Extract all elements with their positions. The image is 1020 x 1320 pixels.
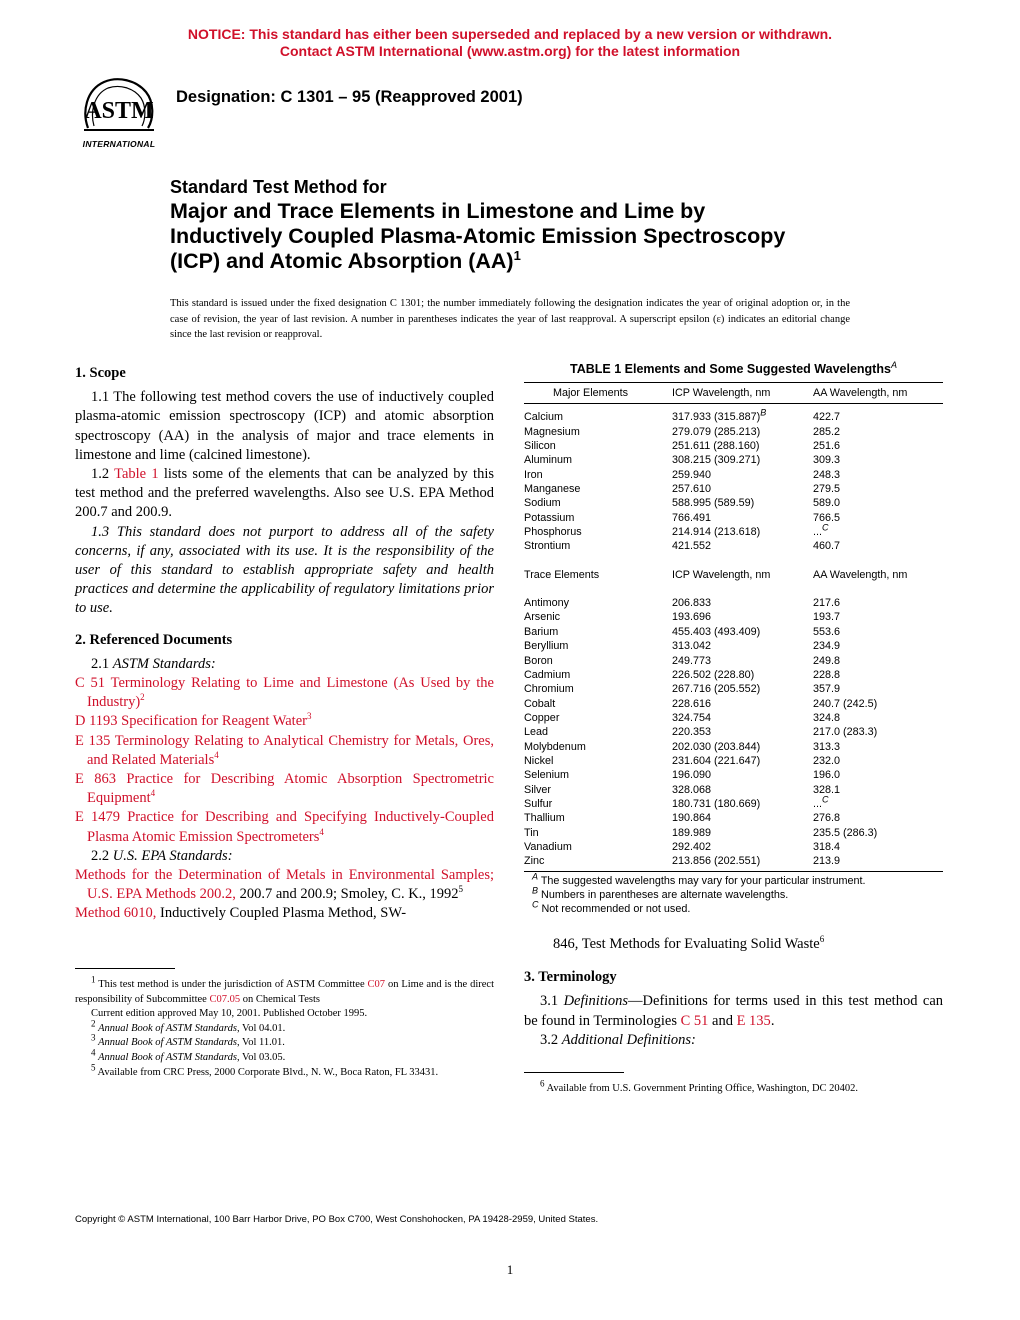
- element-name: Arsenic: [524, 611, 561, 624]
- trace-element-row: [524, 854, 943, 868]
- icp-wavelength: 189.989: [672, 826, 712, 839]
- element-name: Molybdenum: [524, 740, 586, 753]
- element-name: Strontium: [524, 540, 571, 553]
- major-header-row: [524, 386, 943, 400]
- scope-1-2: 1.2 Table 1 lists some of the elements that can be analyzed by this test method and the preferred wavelengths. Also see U.S. EPA Method 200.7 and 200.9.: [75, 466, 494, 521]
- title-line-3: Inductively Coupled Plasma-Atomic Emission Spectroscopy: [170, 224, 786, 248]
- astm-standards-label: 2.1 ASTM Standards:: [91, 655, 216, 672]
- aa-wavelength: 217.6: [813, 597, 841, 610]
- aa-wavelength: ...$^C$: [813, 522, 829, 539]
- title-line-4: (ICP) and Atomic Absorption (AA): [170, 249, 514, 273]
- table-note: $^A$ The suggested wavelengths may vary for your particular instrument.: [532, 871, 866, 887]
- standard-title: [170, 175, 785, 274]
- footnote-4: $^4$ Annual Book of ASTM Standards, Vol 03.05.: [91, 1047, 286, 1063]
- logo-letters: ASTM: [84, 98, 154, 124]
- ref-d1193[interactable]: D 1193 Specification for Reagent Water$^3$: [75, 711, 312, 730]
- element-name: Vanadium: [524, 840, 572, 853]
- title-footnote-ref[interactable]: 1: [513, 247, 521, 263]
- element-name: Calcium: [524, 411, 563, 424]
- element-name: Beryllium: [524, 640, 569, 653]
- table-note: $^B$ Numbers in parentheses are alternate wavelengths.: [532, 885, 789, 901]
- designation: Designation: C 1301 – 95 (Reapproved 2001): [176, 88, 523, 106]
- aa-wavelength: 248.3: [813, 468, 841, 481]
- icp-wavelength: 214.914 (213.618): [672, 526, 761, 539]
- epa-methods-link[interactable]: Methods for the Determination of Metals in Environmental Samples; U.S. EPA Methods 200.2,: [75, 867, 494, 903]
- terminology-3-1: 3.1 Definitions—Definitions for terms used in this test method can be found in Terminologies C 51 and E 135.: [524, 993, 944, 1029]
- wavelength-table: [524, 386, 943, 916]
- notice-line-2: Contact ASTM International (www.astm.org) for the latest information: [279, 43, 741, 59]
- aa-wavelength: 279.5: [813, 483, 841, 496]
- aa-wavelength: 276.8: [813, 812, 841, 825]
- major-col-header: Major Elements: [553, 387, 629, 399]
- trace-aa-col-header: AA Wavelength, nm: [813, 568, 908, 581]
- aa-wavelength: 232.0: [813, 754, 841, 767]
- major-elements-body: [524, 407, 943, 553]
- ref-e863[interactable]: E 863 Practice for Describing Atomic Absorption Spectrometric Equipment$^4$: [75, 771, 494, 807]
- major-element-row: [524, 525, 943, 539]
- element-name: Tin: [524, 826, 539, 839]
- trace-element-row: [524, 754, 943, 768]
- footnote-2: $^2$ Annual Book of ASTM Standards, Vol 04.01.: [91, 1018, 286, 1034]
- element-name: Magnesium: [524, 425, 580, 438]
- notice-line-1: NOTICE: This standard has either been superseded and replaced by a new version or withdrawn.: [187, 26, 833, 42]
- aa-wavelength: 460.7: [813, 540, 841, 553]
- trace-element-row: [524, 654, 943, 668]
- trace-element-row: [524, 811, 943, 825]
- table-note: $^C$ Not recommended or not used.: [532, 899, 691, 916]
- footnote-rule-right: [524, 1072, 624, 1073]
- icp-wavelength: 766.491: [672, 511, 712, 524]
- method-6010-continued: 846, Test Methods for Evaluating Solid Waste$^6$: [553, 934, 825, 952]
- trace-icp-col-header: ICP Wavelength, nm: [672, 568, 771, 581]
- terminology-heading: 3. Terminology: [524, 969, 617, 986]
- icp-wavelength: 202.030 (203.844): [672, 740, 761, 753]
- element-name: Manganese: [524, 483, 581, 496]
- icp-wavelength: 259.940: [672, 468, 712, 481]
- aa-wavelength: 589.0: [813, 497, 841, 510]
- trace-element-row: [524, 711, 943, 725]
- table-top-rule: [524, 382, 943, 383]
- header-rule: [524, 403, 943, 404]
- aa-wavelength: ...$^C$: [813, 794, 829, 810]
- major-element-row: [524, 539, 943, 553]
- trace-element-row: [524, 840, 943, 854]
- intro-paragraph: This standard is issued under the fixed designation C 1301; the number immediately following the designation indicates the year of original adoption or, in the case of revision, the year of last revision. A number in parentheses indicates the year of last reapproval. A superscript epsilon (ε) indicates an editorial change since the last revision or reapproval.: [170, 298, 850, 340]
- terminology-3-2: 3.2 Additional Definitions:: [540, 1031, 696, 1048]
- title-line-2: Major and Trace Elements in Limestone and Lime by: [170, 199, 706, 223]
- trace-element-row: [524, 639, 943, 653]
- element-name: Phosphorus: [524, 526, 582, 539]
- aa-wavelength: 309.3: [813, 454, 841, 467]
- trace-element-row: [524, 826, 943, 840]
- element-name: Boron: [524, 654, 553, 667]
- withdrawn-notice: [0, 26, 1020, 60]
- aa-wavelength: 553.6: [813, 625, 841, 638]
- icp-wavelength: 279.079 (285.213): [672, 425, 761, 438]
- trace-element-row: [524, 625, 943, 639]
- icp-wavelength: 231.604 (221.647): [672, 754, 761, 767]
- icp-wavelength: 220.353: [672, 726, 712, 739]
- footnote-3: $^3$ Annual Book of ASTM Standards, Vol 11.01.: [91, 1032, 285, 1049]
- element-name: Cadmium: [524, 668, 571, 681]
- element-name: Zinc: [524, 855, 545, 868]
- left-column: [75, 364, 494, 924]
- trace-element-row: [524, 697, 943, 711]
- ref-e135[interactable]: E 135 Terminology Relating to Analytical Chemistry for Metals, Ores, and Related Materials$^4$: [75, 732, 494, 768]
- element-name: Nickel: [524, 754, 554, 767]
- aa-wavelength: 313.3: [813, 740, 841, 753]
- trace-element-row: [524, 740, 943, 754]
- major-element-row: [524, 439, 943, 453]
- scope-heading: 1. Scope: [75, 365, 126, 381]
- footnotes-left: [75, 974, 494, 1080]
- aa-wavelength: 766.5: [813, 511, 841, 524]
- icp-wavelength: 249.773: [672, 654, 712, 667]
- page-number: 1: [506, 1262, 514, 1277]
- icp-wavelength: 180.731 (180.669): [672, 797, 761, 810]
- aa-wavelength: 249.8: [813, 654, 841, 667]
- icp-wavelength: 308.215 (309.271): [672, 454, 761, 467]
- icp-wavelength: 292.402: [672, 840, 712, 853]
- element-name: Lead: [524, 726, 549, 739]
- trace-element-row: [524, 596, 943, 610]
- trace-element-row: [524, 797, 943, 811]
- icp-wavelength: 328.068: [672, 783, 712, 796]
- aa-wavelength: 240.7 (242.5): [813, 697, 878, 710]
- trace-element-row: [524, 768, 943, 782]
- icp-wavelength: 226.502 (228.80): [672, 668, 755, 681]
- aa-wavelength: 328.1: [813, 783, 841, 796]
- icp-wavelength: 196.090: [672, 769, 712, 782]
- ref-e1479[interactable]: E 1479 Practice for Describing and Specifying Inductively-Coupled Plasma Atomic Emission Spectrometers$^4$: [75, 809, 494, 845]
- ref-method-6010: Method 6010, Inductively Coupled Plasma Method, SW-: [75, 905, 407, 922]
- aa-wavelength: 324.8: [813, 711, 841, 724]
- element-name: Potassium: [524, 511, 575, 524]
- trace-elements-body: [524, 596, 943, 869]
- scope-1-3: 1.3 This standard does not purport to address all of the safety concerns, if any, associated with its use. It is the responsibility of the user of this standard to establish appropriate safety and health practices and determine the applicability of regulatory limitations prior to use.: [75, 523, 494, 617]
- icp-wavelength: 455.403 (493.409): [672, 625, 761, 638]
- icp-wavelength: 213.856 (202.551): [672, 855, 761, 868]
- aa-wavelength: 217.0 (283.3): [813, 726, 878, 739]
- element-name: Thallium: [524, 812, 565, 825]
- method-6010-link[interactable]: Method 6010,: [75, 905, 157, 922]
- c51-link[interactable]: C 51: [680, 1012, 709, 1029]
- icp-wavelength: 251.611 (288.160): [672, 440, 760, 453]
- major-element-row: [524, 468, 943, 482]
- table-bottom-rule: [524, 871, 943, 872]
- aa-wavelength: 318.4: [813, 840, 841, 853]
- trace-element-row: [524, 682, 943, 696]
- refdocs-heading: 2. Referenced Documents: [75, 631, 233, 648]
- aa-wavelength: 251.6: [813, 440, 841, 453]
- icp-wavelength: 324.754: [672, 711, 712, 724]
- right-column-text: [524, 935, 943, 1050]
- footnote-1: $^1$ This test method is under the jurisdiction of ASTM Committee C07 on Lime and is the direct responsibility of Subcommittee C07.05 on Chemical Tests: [75, 974, 494, 1005]
- ref-c51[interactable]: C 51 Terminology Relating to Lime and Limestone (As Used by the Industry)$^2$: [75, 675, 494, 711]
- logo-subtext: INTERNATIONAL: [82, 139, 156, 149]
- major-element-row: [524, 410, 943, 424]
- table-1-link[interactable]: Table 1: [114, 466, 159, 483]
- major-element-row: [524, 496, 943, 510]
- icp-wavelength: 588.995 (589.59): [672, 497, 755, 510]
- scope-1-1: 1.1 The following test method covers the use of inductively coupled plasma-atomic emission spectroscopy (ICP) and atomic absorption spectroscopy (AA) in the analysis of major and trace elements in limestone and lime (calcined limestone).: [75, 389, 494, 463]
- title-line-1: Standard Test Method for: [170, 177, 387, 197]
- aa-wavelength: 193.7: [813, 611, 841, 624]
- aa-wavelength: 213.9: [813, 855, 841, 868]
- element-name: Iron: [524, 468, 543, 481]
- e135-link[interactable]: E 135: [736, 1012, 771, 1029]
- footnote-1-edition: Current edition approved May 10, 2001. Published October 1995.: [91, 1008, 368, 1020]
- element-name: Cobalt: [524, 697, 556, 710]
- icp-wavelength: 317.933 $(315.887)^B$: [672, 407, 767, 424]
- aa-col-header: AA Wavelength, nm: [813, 387, 908, 399]
- aa-wavelength: 285.2: [813, 425, 841, 438]
- copyright-line: Copyright © ASTM International, 100 Barr Harbor Drive, PO Box C700, West Conshohocken, PA 19428-2959, United States.: [75, 1214, 599, 1225]
- aa-wavelength: 234.9: [813, 640, 841, 653]
- trace-col-header: Trace Elements: [524, 568, 600, 581]
- element-name: Barium: [524, 625, 559, 638]
- trace-header-row: [524, 568, 943, 582]
- aa-wavelength: 196.0: [813, 769, 841, 782]
- major-element-row: [524, 425, 943, 439]
- ref-epa-methods: Methods for the Determination of Metals in Environmental Samples; U.S. EPA Methods 200.2, 200.7 and 200.9; Smoley, C. K., 1992$^5$: [75, 867, 494, 903]
- astm-logo-mark: [78, 76, 160, 134]
- table-1-title: TABLE 1 Elements and Some Suggested Wavelengths$^A$: [570, 359, 897, 376]
- icp-wavelength: 193.696: [672, 611, 712, 624]
- footnote-6: $^6$ Available from U.S. Government Printing Office, Washington, DC 20402.: [540, 1078, 859, 1094]
- icp-wavelength: 206.833: [672, 597, 712, 610]
- epa-standards-label: 2.2 U.S. EPA Standards:: [91, 847, 233, 864]
- element-name: Copper: [524, 711, 560, 724]
- aa-wavelength: 357.9: [813, 683, 841, 696]
- icp-wavelength: 421.552: [672, 540, 712, 553]
- icp-wavelength: 190.864: [672, 812, 712, 825]
- table-notes: [524, 871, 943, 917]
- aa-wavelength: 235.5 (286.3): [813, 826, 878, 839]
- element-name: Aluminum: [524, 454, 573, 467]
- trace-element-row: [524, 725, 943, 739]
- element-name: Selenium: [524, 769, 570, 782]
- aa-wavelength: 228.8: [813, 668, 841, 681]
- trace-element-row: [524, 783, 943, 797]
- astm-logo: [78, 76, 160, 148]
- icp-wavelength: 257.610: [672, 483, 712, 496]
- major-element-row: [524, 453, 943, 467]
- icp-col-header: ICP Wavelength, nm: [672, 387, 771, 399]
- trace-element-row: [524, 668, 943, 682]
- footnote-rule-left: [75, 968, 175, 969]
- element-name: Sulfur: [524, 797, 553, 810]
- aa-wavelength: 422.7: [813, 411, 841, 424]
- major-element-row: [524, 482, 943, 496]
- footnote-5: $^5$ Available from CRC Press, 2000 Corporate Blvd., N. W., Boca Raton, FL 33431.: [91, 1062, 439, 1078]
- element-name: Silicon: [524, 440, 556, 453]
- icp-wavelength: 267.716 (205.552): [672, 683, 761, 696]
- icp-wavelength: 313.042: [672, 640, 712, 653]
- element-name: Chromium: [524, 683, 574, 696]
- element-name: Antimony: [524, 597, 570, 610]
- icp-wavelength: 228.616: [672, 697, 712, 710]
- major-element-row: [524, 511, 943, 525]
- trace-element-row: [524, 610, 943, 624]
- element-name: Sodium: [524, 497, 561, 510]
- element-name: Silver: [524, 783, 551, 796]
